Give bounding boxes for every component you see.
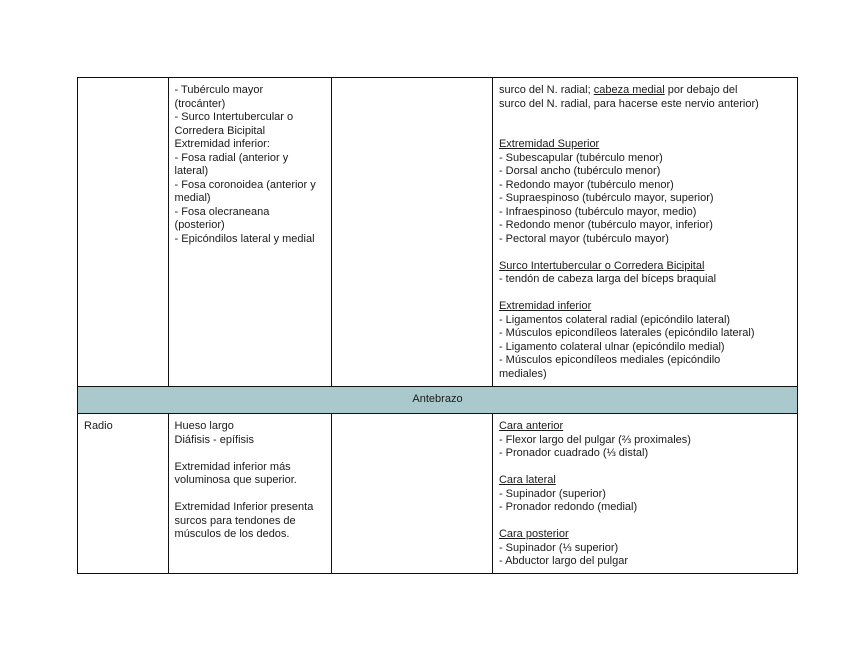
list-item: - Supraespinoso (tubérculo mayor, superior) [498,192,714,204]
list-item: - Pectoral mayor (tubérculo mayor) [498,232,669,245]
list-item: - Redondo menor (tubérculo mayor, inferior) [498,219,713,231]
list-item: - tendón de cabeza larga del bíceps braquial [498,273,717,285]
text-line: - Surco Intertubercular o [174,111,294,123]
section-heading: Cara posterior [498,528,569,540]
insertions-cell [492,78,797,387]
text-line: surco del N. radial, para hacerse este nervio anterior) [498,97,759,110]
list-item: - Abductor largo del pulgar [498,555,628,567]
text-line: surco del N. radial; cabeza medial por debajo del [498,84,738,96]
section-header-row [78,387,798,414]
section-header: Antebrazo [78,387,798,414]
list-item: - Ligamentos colateral radial (epicóndilo lateral) [498,313,731,326]
text-line: Diáfisis - epífisis [174,433,254,446]
text-line: Extremidad inferior más [174,460,291,473]
text-line: Hueso largo [174,420,234,432]
text-line: - Tubérculo mayor [174,84,264,96]
text-line: lateral) [174,165,209,177]
section-heading: Extremidad Superior [498,138,600,150]
list-item: - Pronador redondo (medial) [498,501,638,513]
bone-name-cell [78,78,169,387]
table-row [78,414,798,574]
table-row [78,78,798,387]
text-line: músculos de los dedos. [174,528,290,540]
list-item: - Músculos epicondíleos mediales (epicóndilo [498,354,721,366]
list-item: - Pronador cuadrado (⅓ distal) [498,447,649,459]
list-item: - Subescapular (tubérculo menor) [498,151,663,164]
empty-cell [332,78,493,387]
text-line: - Fosa radial (anterior y [174,151,289,164]
anatomy-table [77,77,798,574]
text-line: Extremidad inferior: [174,138,270,150]
bone-name-cell: Radio [78,414,169,574]
characteristics-cell [168,414,332,574]
list-item: - Ligamento colateral ulnar (epicóndilo medial) [498,340,725,353]
text-line: voluminosa que superior. [174,474,297,486]
text-line: medial) [174,192,211,204]
insertions-cell [492,414,797,574]
text-line: - Fosa olecraneana [174,205,270,218]
list-item: - Músculos epicondíleos laterales (epicóndilo lateral) [498,327,755,339]
text-line: (posterior) [174,219,225,231]
list-item: - Dorsal ancho (tubérculo menor) [498,165,661,177]
list-item: mediales) [498,367,547,380]
section-heading: Cara anterior [498,420,564,432]
section-heading: Extremidad inferior [498,300,592,312]
list-item: - Redondo mayor (tubérculo menor) [498,178,674,191]
text-line: - Epicóndilos lateral y medial [174,232,315,245]
list-item: - Supinador (superior) [498,487,606,500]
text-line: (trocánter) [174,97,226,110]
text-line: Corredera Bicipital [174,124,266,137]
list-item: - Supinador (⅓ superior) [498,541,619,554]
characteristics-cell [168,78,332,387]
text-line: - Fosa coronoidea (anterior y [174,178,316,191]
list-item: - Infraespinoso (tubérculo mayor, medio) [498,205,697,218]
text-line: Extremidad Inferior presenta [174,501,314,513]
list-item: - Flexor largo del pulgar (⅔ proximales) [498,433,691,446]
section-heading: Surco Intertubercular o Corredera Bicipital [498,259,705,272]
empty-cell [332,414,493,574]
text-line: surcos para tendones de [174,514,296,527]
section-heading: Cara lateral [498,474,556,486]
